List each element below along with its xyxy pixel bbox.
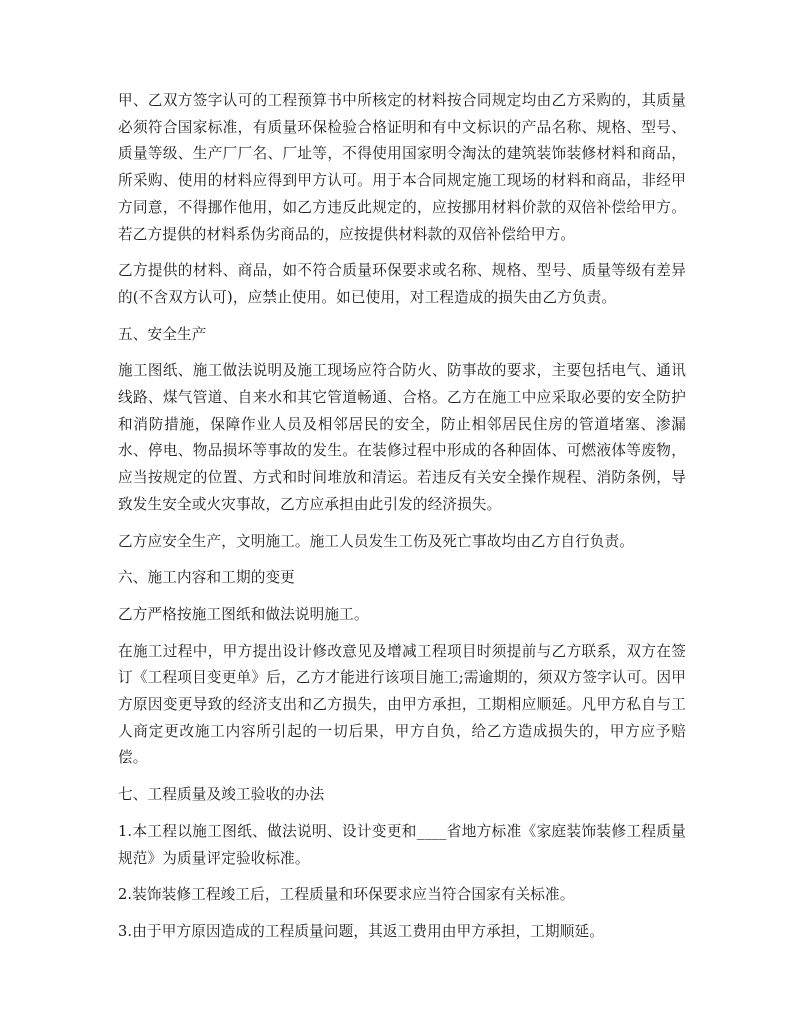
section-heading-safety: 五、安全生产 bbox=[118, 325, 207, 343]
paragraph-safety-requirements: 施工图纸、施工做法说明及施工现场应符合防火、防事故的要求，主要包括电气、通讯线路、煤气管道、自来水和其它管道畅通、合格。乙方在施工中应采取必要的安全防护和消防措施，保障作业人员及相邻居民的安全，防止相邻居民住房的管道堵塞、渗漏水、停电、物品损坏等事故的发生。在装修过程中形成的各种固体、可燃液体等废物，应当按规定的位置、方式和时间堆放和清运。若违反有关安全操作规程、消防条例，导致发生安全或火灾事故，乙方应承担由此引发的经济损失。 bbox=[118, 362, 686, 513]
list-item-quality-3: 3.由于甲方原因造成的工程质量问题，其返工费用由甲方承担，工期顺延。 bbox=[118, 922, 605, 940]
list-item-quality-2: 2.装饰装修工程竣工后，工程质量和环保要求应当符合国家有关标准。 bbox=[118, 886, 575, 904]
section-heading-quality: 七、工程质量及竣工验收的办法 bbox=[118, 786, 325, 804]
list-item-quality-1: 1.本工程以施工图纸、做法说明、设计变更和____省地方标准《家庭装饰装修工程质量规范》为质量评定验收标准。 bbox=[118, 822, 686, 867]
paragraph-safety-responsibility: 乙方应安全生产，文明施工。施工人员发生工伤及死亡事故均由乙方自行负责。 bbox=[118, 532, 635, 550]
document-page bbox=[118, 88, 686, 956]
section-heading-changes: 六、施工内容和工期的变更 bbox=[118, 569, 295, 587]
paragraph-change-procedure: 在施工过程中，甲方提出设计修改意见及增减工程项目时须提前与乙方联系，双方在签订《工程项目变更单》后，乙方才能进行该项目施工;需逾期的，须双方签字认可。因甲方原因变更导致的经济支出和乙方损失，由甲方承担，工期相应顺延。凡甲方私自与工人商定更改施工内容所引起的一切后果，甲方自负，给乙方造成损失的，甲方应予赔偿。 bbox=[118, 642, 686, 767]
paragraph-material-procurement: 甲、乙双方签字认可的工程预算书中所核定的材料按合同规定均由乙方采购的，其质量必须符合国家标准，有质量环保检验合格证明和有中文标识的产品名称、规格、型号、质量等级、生产厂厂名、厂址等，不得使用国家明令淘汰的建筑装饰装修材料和商品，所采购、使用的材料应得到甲方认可。用于本合同规定施工现场的材料和商品，非经甲方同意，不得挪作他用，如乙方违反此规定的，应按挪用材料价款的双倍补偿给甲方。若乙方提供的材料系伪劣商品的，应按提供材料款的双倍补偿给甲方。 bbox=[118, 92, 686, 243]
paragraph-follow-drawings: 乙方严格按施工图纸和做法说明施工。 bbox=[118, 605, 369, 623]
paragraph-material-rejection: 乙方提供的材料、商品，如不符合质量环保要求或名称、规格、型号、质量等级有差异的(不含双方认可)，应禁止使用。如已使用，对工程造成的损失由乙方负责。 bbox=[118, 262, 686, 306]
